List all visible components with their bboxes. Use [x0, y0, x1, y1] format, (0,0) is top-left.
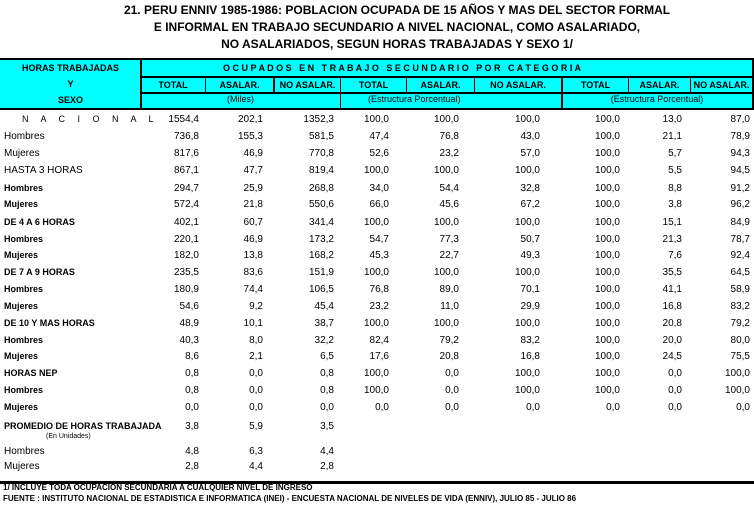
cell-value: 100,0	[594, 114, 620, 125]
cell-value: 100,0	[363, 318, 389, 329]
cell-value: 5,7	[668, 148, 682, 159]
cell-value: 0,0	[736, 402, 750, 413]
cell-value: 0,0	[375, 402, 389, 413]
cell-value: 0,8	[320, 385, 334, 396]
cell-value: 58,9	[730, 284, 750, 295]
cell-value: 736,8	[173, 131, 199, 142]
divider	[340, 76, 341, 108]
cell-value: 54,6	[179, 301, 199, 312]
cell-value: 0,0	[668, 368, 682, 379]
title-line-1: 21. PERU ENNIV 1985-1986: POBLACION OCUPADA DE 15 AÑOS Y MAS DEL SECTOR FORMAL	[123, 3, 671, 17]
cell-value: 100,0	[514, 267, 540, 278]
row-label: N A C I O N A L	[22, 114, 159, 124]
cell-value: 47,4	[369, 131, 389, 142]
cell-value: 21,1	[662, 131, 682, 142]
cell-value: 67,2	[520, 199, 540, 210]
cell-value: 3,5	[320, 421, 334, 432]
cell-value: 100,0	[363, 217, 389, 228]
table-row	[0, 299, 754, 316]
cell-value: 57,0	[520, 148, 540, 159]
cell-value: 0,8	[185, 385, 199, 396]
unit-percent-2: (Estructura Porcentual)	[610, 94, 704, 104]
cell-value: 2,8	[320, 461, 334, 472]
cell-value: 20,8	[662, 318, 682, 329]
table-row	[0, 215, 754, 232]
cell-value: 202,1	[237, 114, 263, 125]
column-header: NO ASALAR.	[490, 80, 546, 90]
cell-value: 100,0	[433, 217, 459, 228]
row-label: DE 10 Y MAS HORAS	[4, 318, 95, 328]
cell-value: 15,1	[662, 217, 682, 228]
cell-value: 100,0	[363, 267, 389, 278]
cell-value: 100,0	[363, 368, 389, 379]
cell-value: 35,5	[662, 267, 682, 278]
row-label: Mujeres	[4, 402, 39, 412]
cell-value: 96,2	[730, 199, 750, 210]
cell-value: 3,8	[668, 199, 682, 210]
cell-value: 46,9	[243, 148, 263, 159]
cell-value: 180,9	[173, 284, 199, 295]
row-label: Hombres	[4, 234, 44, 244]
cell-value: 867,1	[173, 165, 199, 176]
column-header: ASALAR.	[420, 80, 461, 90]
cell-value: 2,1	[249, 351, 263, 362]
cell-value: 100,0	[594, 217, 620, 228]
cell-value: 7,6	[668, 250, 682, 261]
table-row	[0, 333, 754, 350]
cell-value: 2,8	[185, 461, 199, 472]
cell-value: 6,5	[320, 351, 334, 362]
cell-value: 100,0	[594, 301, 620, 312]
cell-value: 4,4	[320, 446, 334, 457]
cell-value: 38,7	[314, 318, 334, 329]
cell-value: 294,7	[173, 183, 199, 194]
cell-value: 0,0	[445, 402, 459, 413]
row-label: Hombres	[4, 183, 44, 193]
cell-value: 23,2	[369, 301, 389, 312]
stub-header-3: SEXO	[57, 95, 83, 105]
cell-value: 168,2	[308, 250, 334, 261]
cell-value: 79,2	[439, 335, 459, 346]
row-label: Mujeres	[4, 351, 39, 361]
cell-value: 94,5	[730, 165, 750, 176]
cell-value: 78,7	[730, 234, 750, 245]
cell-value: 819,4	[308, 165, 334, 176]
cell-value: 100,0	[363, 114, 389, 125]
table-row	[0, 181, 754, 198]
cell-value: 182,0	[173, 250, 199, 261]
column-header: NO ASALAR.	[279, 80, 336, 90]
cell-value: 100,0	[594, 385, 620, 396]
row-label: HASTA 3 HORAS	[4, 165, 83, 176]
cell-value: 46,9	[243, 234, 263, 245]
cell-value: 4,8	[185, 446, 199, 457]
row-label: Mujeres	[4, 301, 39, 311]
table-row	[0, 282, 754, 299]
footnote-1: 1/ INCLUYE TODA OCUPACION SECUNDARIA A CUALQUIER NIVEL DE INGRESO	[3, 483, 313, 492]
cell-value: 8,6	[185, 351, 199, 362]
cell-value: 29,9	[520, 301, 540, 312]
cell-value: 100,0	[724, 368, 750, 379]
cell-value: 100,0	[363, 165, 389, 176]
cell-value: 82,4	[369, 335, 389, 346]
cell-value: 45,3	[369, 250, 389, 261]
table-row	[0, 112, 754, 129]
cell-value: 64,5	[730, 267, 750, 278]
cell-value: 75,5	[730, 351, 750, 362]
cell-value: 235,5	[173, 267, 199, 278]
row-label: Mujeres	[4, 461, 40, 472]
cell-value: 52,6	[369, 148, 389, 159]
row-label: DE 4 A 6 HORAS	[4, 217, 75, 227]
column-header: TOTAL	[580, 80, 611, 90]
cell-value: 23,2	[439, 148, 459, 159]
cell-value: 47,7	[243, 165, 263, 176]
cell-value: 70,1	[520, 284, 540, 295]
row-label: Mujeres	[4, 148, 40, 159]
cell-value: 100,0	[594, 183, 620, 194]
cell-value: 220,1	[173, 234, 199, 245]
unit-percent-1: (Estructura Porcentual)	[368, 94, 461, 104]
cell-value: 76,8	[439, 131, 459, 142]
cell-value: 1352,3	[303, 114, 334, 125]
cell-value: 0,0	[249, 402, 263, 413]
cell-value: 100,0	[594, 368, 620, 379]
cell-value: 50,7	[520, 234, 540, 245]
row-label: Hombres	[4, 385, 44, 395]
cell-value: 5,5	[668, 165, 682, 176]
divider	[141, 92, 752, 94]
table-row	[0, 197, 754, 214]
cell-value: 0,0	[668, 402, 682, 413]
cell-value: 83,6	[243, 267, 263, 278]
table-row	[0, 459, 754, 476]
cell-value: 100,0	[514, 318, 540, 329]
column-header: ASALAR.	[639, 80, 680, 90]
row-label: HORAS NEP	[4, 368, 58, 378]
divider	[474, 76, 475, 92]
cell-value: 0,0	[526, 402, 540, 413]
cell-value: 1554,4	[168, 114, 199, 125]
cell-value: 45,4	[314, 301, 334, 312]
table-row	[0, 419, 754, 436]
cell-value: 173,2	[308, 234, 334, 245]
cell-value: 100,0	[594, 267, 620, 278]
cell-value: 9,2	[249, 301, 263, 312]
cell-value: 100,0	[724, 385, 750, 396]
cell-value: 17,6	[369, 351, 389, 362]
table-row	[0, 129, 754, 146]
cell-value: 100,0	[594, 131, 620, 142]
cell-value: 54,4	[439, 183, 459, 194]
cell-value: 100,0	[594, 335, 620, 346]
cell-value: 100,0	[514, 385, 540, 396]
divider	[628, 76, 629, 92]
cell-value: 4,4	[249, 461, 263, 472]
table-row	[0, 248, 754, 265]
cell-value: 34,0	[369, 183, 389, 194]
cell-value: 151,9	[308, 267, 334, 278]
cell-value: 100,0	[363, 385, 389, 396]
cell-value: 83,2	[730, 301, 750, 312]
table-row	[0, 146, 754, 163]
cell-value: 41,1	[662, 284, 682, 295]
cell-value: 341,4	[308, 217, 334, 228]
cell-value: 817,6	[173, 148, 199, 159]
cell-value: 13,0	[662, 114, 682, 125]
row-label: PROMEDIO DE HORAS TRABAJADA	[4, 421, 162, 431]
cell-value: 21,3	[662, 234, 682, 245]
cell-value: 83,2	[520, 335, 540, 346]
cell-value: 100,0	[433, 114, 459, 125]
cell-value: 0,0	[249, 368, 263, 379]
cell-value: 32,8	[520, 183, 540, 194]
cell-value: 0,0	[668, 385, 682, 396]
cell-value: 572,4	[173, 199, 199, 210]
cell-value: 0,0	[606, 402, 620, 413]
cell-value: 91,2	[730, 183, 750, 194]
cell-value: 24,5	[662, 351, 682, 362]
cell-value: 10,1	[243, 318, 263, 329]
cell-value: 25,9	[243, 183, 263, 194]
cell-value: 0,0	[185, 402, 199, 413]
cell-value: 78,9	[730, 131, 750, 142]
cell-value: 100,0	[514, 217, 540, 228]
cell-value: 402,1	[173, 217, 199, 228]
column-header: ASALAR.	[219, 80, 260, 90]
row-label: Hombres	[4, 131, 45, 142]
cell-value: 89,0	[439, 284, 459, 295]
table-title	[0, 2, 754, 53]
cell-value: 16,8	[520, 351, 540, 362]
cell-value: 770,8	[308, 148, 334, 159]
row-label: Hombres	[4, 446, 45, 457]
cell-value: 92,4	[730, 250, 750, 261]
table-row	[0, 383, 754, 400]
cell-value: 100,0	[594, 234, 620, 245]
cell-value: 80,0	[730, 335, 750, 346]
cell-value: 40,3	[179, 335, 199, 346]
cell-value: 11,0	[440, 301, 459, 312]
cell-value: 100,0	[594, 284, 620, 295]
cell-value: 100,0	[514, 165, 540, 176]
column-header: TOTAL	[358, 80, 389, 90]
cell-value: 8,8	[668, 183, 682, 194]
table-row	[0, 316, 754, 333]
divider	[140, 60, 142, 108]
cell-value: 21,8	[243, 199, 263, 210]
row-label: Hombres	[4, 335, 44, 345]
cell-value: 100,0	[594, 165, 620, 176]
cell-value: 76,8	[369, 284, 389, 295]
cell-value: 54,7	[369, 234, 389, 245]
unit-miles: (Miles)	[227, 94, 254, 104]
title-line-3: NO ASALARIADOS, SEGUN HORAS TRABAJADAS Y SEXO 1/	[221, 37, 573, 51]
divider	[141, 76, 752, 78]
table-header	[0, 58, 754, 110]
cell-value: 60,7	[243, 217, 263, 228]
cell-value: 94,3	[730, 148, 750, 159]
column-header: NO ASALAR.	[693, 80, 750, 90]
cell-value: 100,0	[594, 318, 620, 329]
cell-value: 6,3	[249, 446, 263, 457]
table-row	[0, 265, 754, 282]
divider	[690, 76, 691, 92]
cell-value: 22,7	[439, 250, 459, 261]
cell-value: 100,0	[594, 148, 620, 159]
table-row	[0, 400, 754, 417]
cell-value: 49,3	[520, 250, 540, 261]
cell-value: 16,8	[662, 301, 682, 312]
cell-value: 20,0	[662, 335, 682, 346]
cell-value: 0,0	[445, 385, 459, 396]
table-row	[0, 366, 754, 383]
title-line-2: E INFORMAL EN TRABAJO SECUNDARIO A NIVEL NACIONAL, COMO ASALARIADO,	[153, 20, 641, 34]
stub-header-2: Y	[67, 79, 74, 89]
cell-value: 268,8	[308, 183, 334, 194]
cell-value: 0,8	[320, 368, 334, 379]
cell-value: 3,8	[185, 421, 199, 432]
cell-value: 5,9	[249, 421, 263, 432]
divider	[561, 76, 563, 108]
cell-value: 45,6	[439, 199, 459, 210]
cell-value: 32,2	[314, 335, 334, 346]
divider	[273, 76, 275, 92]
cell-value: 100,0	[594, 250, 620, 261]
cell-value: 0,0	[249, 385, 263, 396]
table-row	[0, 232, 754, 249]
cell-value: 155,3	[237, 131, 263, 142]
cell-value: 100,0	[514, 368, 540, 379]
source-note: FUENTE : INSTITUTO NACIONAL DE ESTADISTICA E INFORMATICA (INEI) - ENCUESTA NACIONAL DE NIVELES DE VIDA (ENNIV), JULIO 85 - JULIO 86	[3, 494, 577, 503]
column-header: TOTAL	[158, 80, 188, 90]
cell-value: 84,9	[730, 217, 750, 228]
cell-value: 100,0	[594, 199, 620, 210]
cell-value: 550,6	[308, 199, 334, 210]
divider	[406, 76, 407, 92]
cell-value: 100,0	[594, 351, 620, 362]
cell-value: 77,3	[439, 234, 459, 245]
cell-value: 581,5	[308, 131, 334, 142]
cell-value: 100,0	[514, 114, 540, 125]
cell-value: 13,8	[243, 250, 263, 261]
stub-header-1: HORAS TRABAJADAS	[21, 63, 119, 73]
cell-value: 48,9	[179, 318, 199, 329]
row-label: Mujeres	[4, 250, 39, 260]
row-label: Mujeres	[4, 199, 39, 209]
cell-value: 87,0	[730, 114, 750, 125]
cell-value: 0,8	[185, 368, 199, 379]
cell-value: 20,8	[439, 351, 459, 362]
divider	[205, 76, 206, 92]
table-row	[0, 349, 754, 366]
cell-value: 100,0	[433, 318, 459, 329]
group-header: O C U P A D O S E N T R A B A J O S E C U N D A R I O P O R C A T E G O R I A	[223, 63, 582, 73]
cell-value: 66,0	[369, 199, 389, 210]
row-label: Hombres	[4, 284, 44, 294]
cell-value: 100,0	[433, 165, 459, 176]
cell-value: 43,0	[520, 131, 540, 142]
cell-value: 106,5	[308, 284, 334, 295]
cell-value: 74,4	[243, 284, 263, 295]
row-label: DE 7 A 9 HORAS	[4, 267, 75, 277]
table-row	[0, 163, 754, 180]
cell-value: 8,0	[249, 335, 263, 346]
cell-value: 0,0	[320, 402, 334, 413]
cell-value: 100,0	[433, 267, 459, 278]
units-note: (En Unidades)	[46, 433, 91, 440]
cell-value: 0,0	[445, 368, 459, 379]
cell-value: 79,2	[730, 318, 750, 329]
